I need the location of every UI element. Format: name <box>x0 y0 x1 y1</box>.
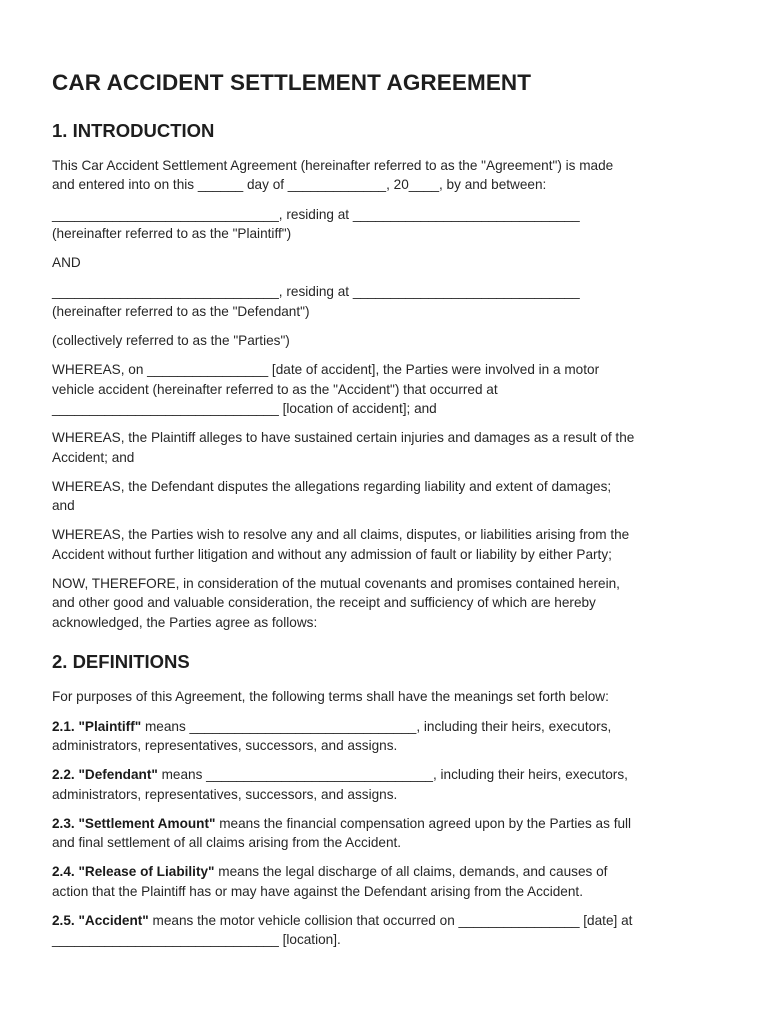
definition-text: means the motor vehicle collision that occurred on ________________ [date] at ______________________________ [location]. <box>52 912 633 948</box>
defendant-party-block: ______________________________, residing at ______________________________ (hereinafter referred to as the "Defendant") <box>52 284 580 319</box>
definition-term: 2.2. "Defendant" <box>52 767 158 783</box>
definition-release-of-liability <box>52 862 730 901</box>
definition-term: 2.5. "Accident" <box>52 912 149 928</box>
whereas-accident-clause: WHEREAS, on ________________ [date of accident], the Parties were involved in a motor vehicle accident (hereinafter referred to as the "Accident") that occurred at ______________________________ [location of accident]; and <box>52 362 600 417</box>
document-title: CAR ACCIDENT SETTLEMENT AGREEMENT <box>52 70 532 95</box>
definition-accident <box>52 911 730 950</box>
definition-text: means ______________________________, including their heirs, executors, administrators, representatives, successors, and assigns. <box>52 718 612 753</box>
intro-paragraph: This Car Accident Settlement Agreement (hereinafter referred to as the "Agreement") is made and entered into on this ______ day of _____________, 20____, by and between: <box>52 158 614 193</box>
definition-text: means ______________________________, including their heirs, executors, administrators, representatives, successors, and assigns. <box>52 767 628 802</box>
definition-text: means the legal discharge of all claims, demands, and causes of action that the Plaintiff has or may have against the Defendant arising from the Accident. <box>52 864 608 899</box>
definition-term: 2.4. "Release of Liability" <box>52 864 215 880</box>
whereas-defendant-clause: WHEREAS, the Defendant disputes the allegations regarding liability and extent of damages; and <box>52 478 612 514</box>
definition-defendant <box>52 765 730 804</box>
section-heading-definitions: 2. DEFINITIONS <box>52 651 190 673</box>
whereas-plaintiff-clause: WHEREAS, the Plaintiff alleges to have sustained certain injuries and damages as a result of the Accident; and <box>52 430 635 465</box>
and-separator: AND <box>52 255 81 271</box>
now-therefore-clause: NOW, THEREFORE, in consideration of the mutual covenants and promises contained herein, and other good and valuable consideration, the receipt and sufficiency of which are hereby acknowledged, the Parties agree as follows: <box>52 576 620 630</box>
plaintiff-party-block: ______________________________, residing at ______________________________ (hereinafter referred to as the "Plaintiff") <box>52 206 580 242</box>
parties-collective-note: (collectively referred to as the "Parties") <box>52 333 290 349</box>
definition-text: means the financial compensation agreed upon by the Parties as full and final settlement of all claims arising from the Accident. <box>52 815 632 851</box>
definition-settlement-amount <box>52 814 730 853</box>
definition-term: 2.3. "Settlement Amount" <box>52 815 216 831</box>
definition-plaintiff <box>52 717 730 756</box>
definition-term: 2.1. "Plaintiff" <box>52 718 142 734</box>
section-heading-introduction: 1. INTRODUCTION <box>52 120 215 141</box>
definitions-intro: For purposes of this Agreement, the following terms shall have the meanings set forth below: <box>52 689 609 705</box>
whereas-resolve-clause: WHEREAS, the Parties wish to resolve any and all claims, disputes, or liabilities arising from the Accident without further litigation and without any admission of fault or liability by either Party; <box>52 527 630 562</box>
